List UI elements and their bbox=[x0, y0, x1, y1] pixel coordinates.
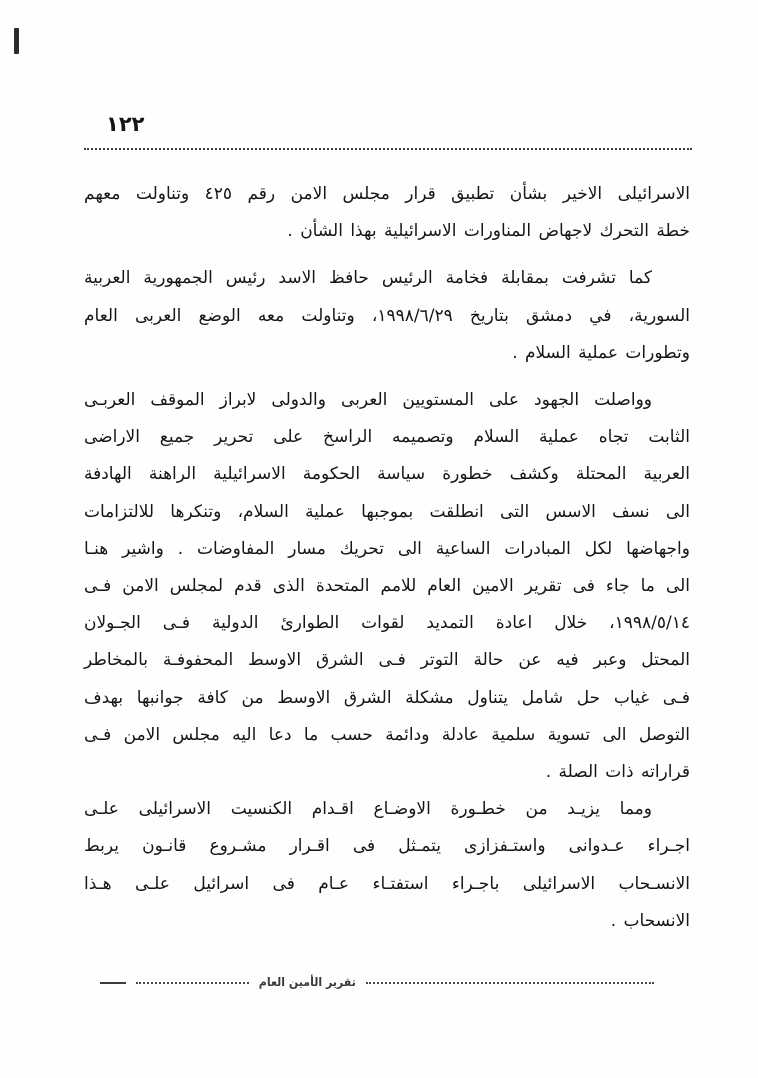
text-line: وتطورات عملية السلام . bbox=[512, 342, 690, 363]
text-line: الاسرائيلى الاخير بشأن تطبيق قرار مجلس الامن رقم ٤٢٥ وتناولت معهم bbox=[84, 184, 690, 204]
text-line: اجـراء عـدوانى واستـفزازى يتمـثل فى اقـرار مشـروع قانـون يربط bbox=[84, 836, 690, 857]
text-line: فـى غياب حل شامل يتناول مشكلة الشرق الاوسط من كافة جوانبها بهدف bbox=[84, 687, 690, 708]
text-line: الى نسف الاسس التى انطلقت بموجبها عملية السلام، وتنكرها للالتزامات bbox=[84, 501, 690, 522]
page-number: ١٢٢ bbox=[106, 112, 145, 136]
footer-dotted-rule-right bbox=[366, 982, 654, 984]
paragraph-4 bbox=[84, 791, 690, 940]
text-line: الانسـحاب الاسرائيلى باجـراء استفتـاء عـام فى اسرائيل علـى هـذا bbox=[84, 873, 690, 894]
paragraph-1 bbox=[84, 176, 690, 250]
paragraph-2 bbox=[84, 260, 690, 372]
text-line: الى ما جاء فى تقرير الامين العام للامم المتحدة الذى قدم لمجلس الامن فـى bbox=[84, 576, 690, 597]
scan-artifact bbox=[14, 28, 19, 54]
footer-dotted-rule-left bbox=[136, 982, 249, 984]
footer bbox=[100, 976, 654, 989]
header-divider-rule bbox=[84, 148, 692, 150]
text-line: المحتل وعبر فيه عن حالة التوتر فـى الشرق الاوسط المحفوفـة بالمخاطر bbox=[84, 650, 690, 671]
text-line: كما تشرفت بمقابلة فخامة الرئيس حافظ الاسد رئيس الجمهورية العربية bbox=[84, 268, 652, 289]
text-line: ومما يزيـد من خطـورة الاوضـاع اقـدام الكنسيت الاسرائيلى علـى bbox=[84, 799, 652, 820]
text-line: خطة التحرك لاجهاض المناورات الاسرائيلية بهذا الشأن . bbox=[287, 221, 690, 242]
text-line: وواصلت الجهود على المستويين العربى والدولى لابراز الموقف العربـى bbox=[84, 390, 652, 411]
document-body bbox=[84, 176, 690, 940]
text-line: ١٩٩٨/٥/١٤، خلال اعادة التمديد لقوات الطوارئ الدولية فـى الجـولان bbox=[84, 613, 690, 634]
footer-caption: تقرير الأمين العام bbox=[258, 975, 356, 990]
text-line: الثابت تجاه عملية السلام وتصميمه الراسخ على تحرير جميع الاراضى bbox=[84, 427, 690, 448]
text-line: السورية، في دمشق بتاريخ ١٩٩٨/٦/٢٩، وتناولت معه الوضع العربى العام bbox=[84, 305, 690, 326]
text-line: الانسحاب . bbox=[610, 910, 690, 931]
text-line: قراراته ذات الصلة . bbox=[545, 762, 690, 783]
footer-dash-rule bbox=[100, 982, 126, 984]
text-line: واجهاضها لكل المبادرات الساعية الى تحريك مسار المفاوضات . واشير هنـا bbox=[84, 538, 690, 559]
text-line: العربية المحتلة وكشف خطورة سياسة الحكومة الاسرائيلية الراهنة الهادفة bbox=[84, 464, 690, 485]
text-line: التوصل الى تسوية سلمية عادلة ودائمة حسب ما دعا اليه مجلس الامن فـى bbox=[84, 724, 690, 745]
paragraph-3 bbox=[84, 382, 690, 791]
